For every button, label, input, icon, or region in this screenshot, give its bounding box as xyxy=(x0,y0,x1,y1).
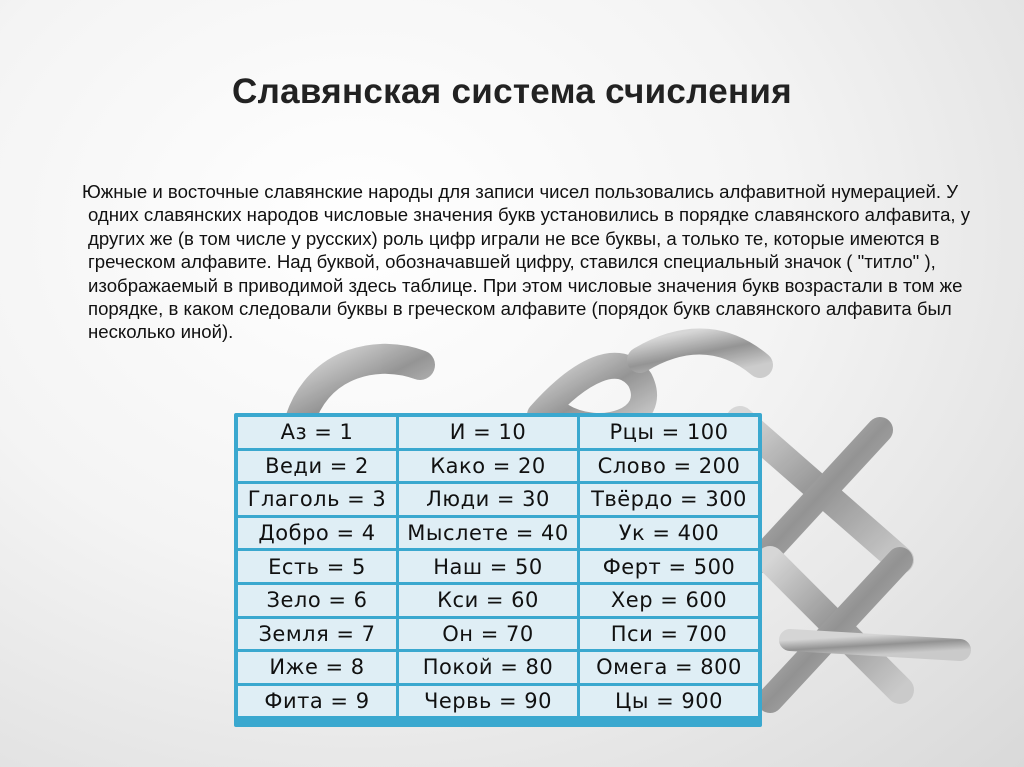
table-cell: Омега = 800 xyxy=(580,652,758,683)
table-cell: И = 10 xyxy=(399,417,577,448)
table-cell: Люди = 30 xyxy=(399,484,577,515)
table-cell: Слово = 200 xyxy=(580,451,758,482)
table-cell: Аз = 1 xyxy=(238,417,396,448)
table-cell: Иже = 8 xyxy=(238,652,396,683)
table-cell: Хер = 600 xyxy=(580,585,758,616)
table-cell: Како = 20 xyxy=(399,451,577,482)
table-cell: Ук = 400 xyxy=(580,518,758,549)
table-cell: Добро = 4 xyxy=(238,518,396,549)
numeral-table xyxy=(234,413,762,727)
table-cell: Наш = 50 xyxy=(399,551,577,582)
table-cell: Есть = 5 xyxy=(238,551,396,582)
table-cell: Покой = 80 xyxy=(399,652,577,683)
table-cell: Фита = 9 xyxy=(238,686,396,717)
table-cell: Мыслете = 40 xyxy=(399,518,577,549)
table-cell: Ферт = 500 xyxy=(580,551,758,582)
description-paragraph: Южные и восточные славянские народы для записи чисел пользовались алфавитной нумерацией. У одних славянских народов числовые значения букв установились в порядке славянского алфавита, у других же (в том числе у русских) роль цифр играли не все буквы, а только те, которые имеются в греческом алфавите. Над буквой, обозначавшей цифру, ставился специальный значок ( "титло" ), изображаемый в приводимой здесь таблице. При этом числовые значения букв возрастали в том же порядке, в каком следовали буквы в греческом алфавите (порядок букв славянского алфавита был несколько иной). xyxy=(82,181,971,343)
table-cell: Земля = 7 xyxy=(238,619,396,650)
table-cell: Он = 70 xyxy=(399,619,577,650)
table-cell: Глаголь = 3 xyxy=(238,484,396,515)
table-cell: Кси = 60 xyxy=(399,585,577,616)
table-cell: Зело = 6 xyxy=(238,585,396,616)
table-cell: Рцы = 100 xyxy=(580,417,758,448)
table-cell: Червь = 90 xyxy=(399,686,577,717)
slide-title: Славянская система счисления xyxy=(232,72,792,111)
table-cell: Твёрдо = 300 xyxy=(580,484,758,515)
table-cell: Цы = 900 xyxy=(580,686,758,717)
table-cell: Веди = 2 xyxy=(238,451,396,482)
table-cell: Пси = 700 xyxy=(580,619,758,650)
